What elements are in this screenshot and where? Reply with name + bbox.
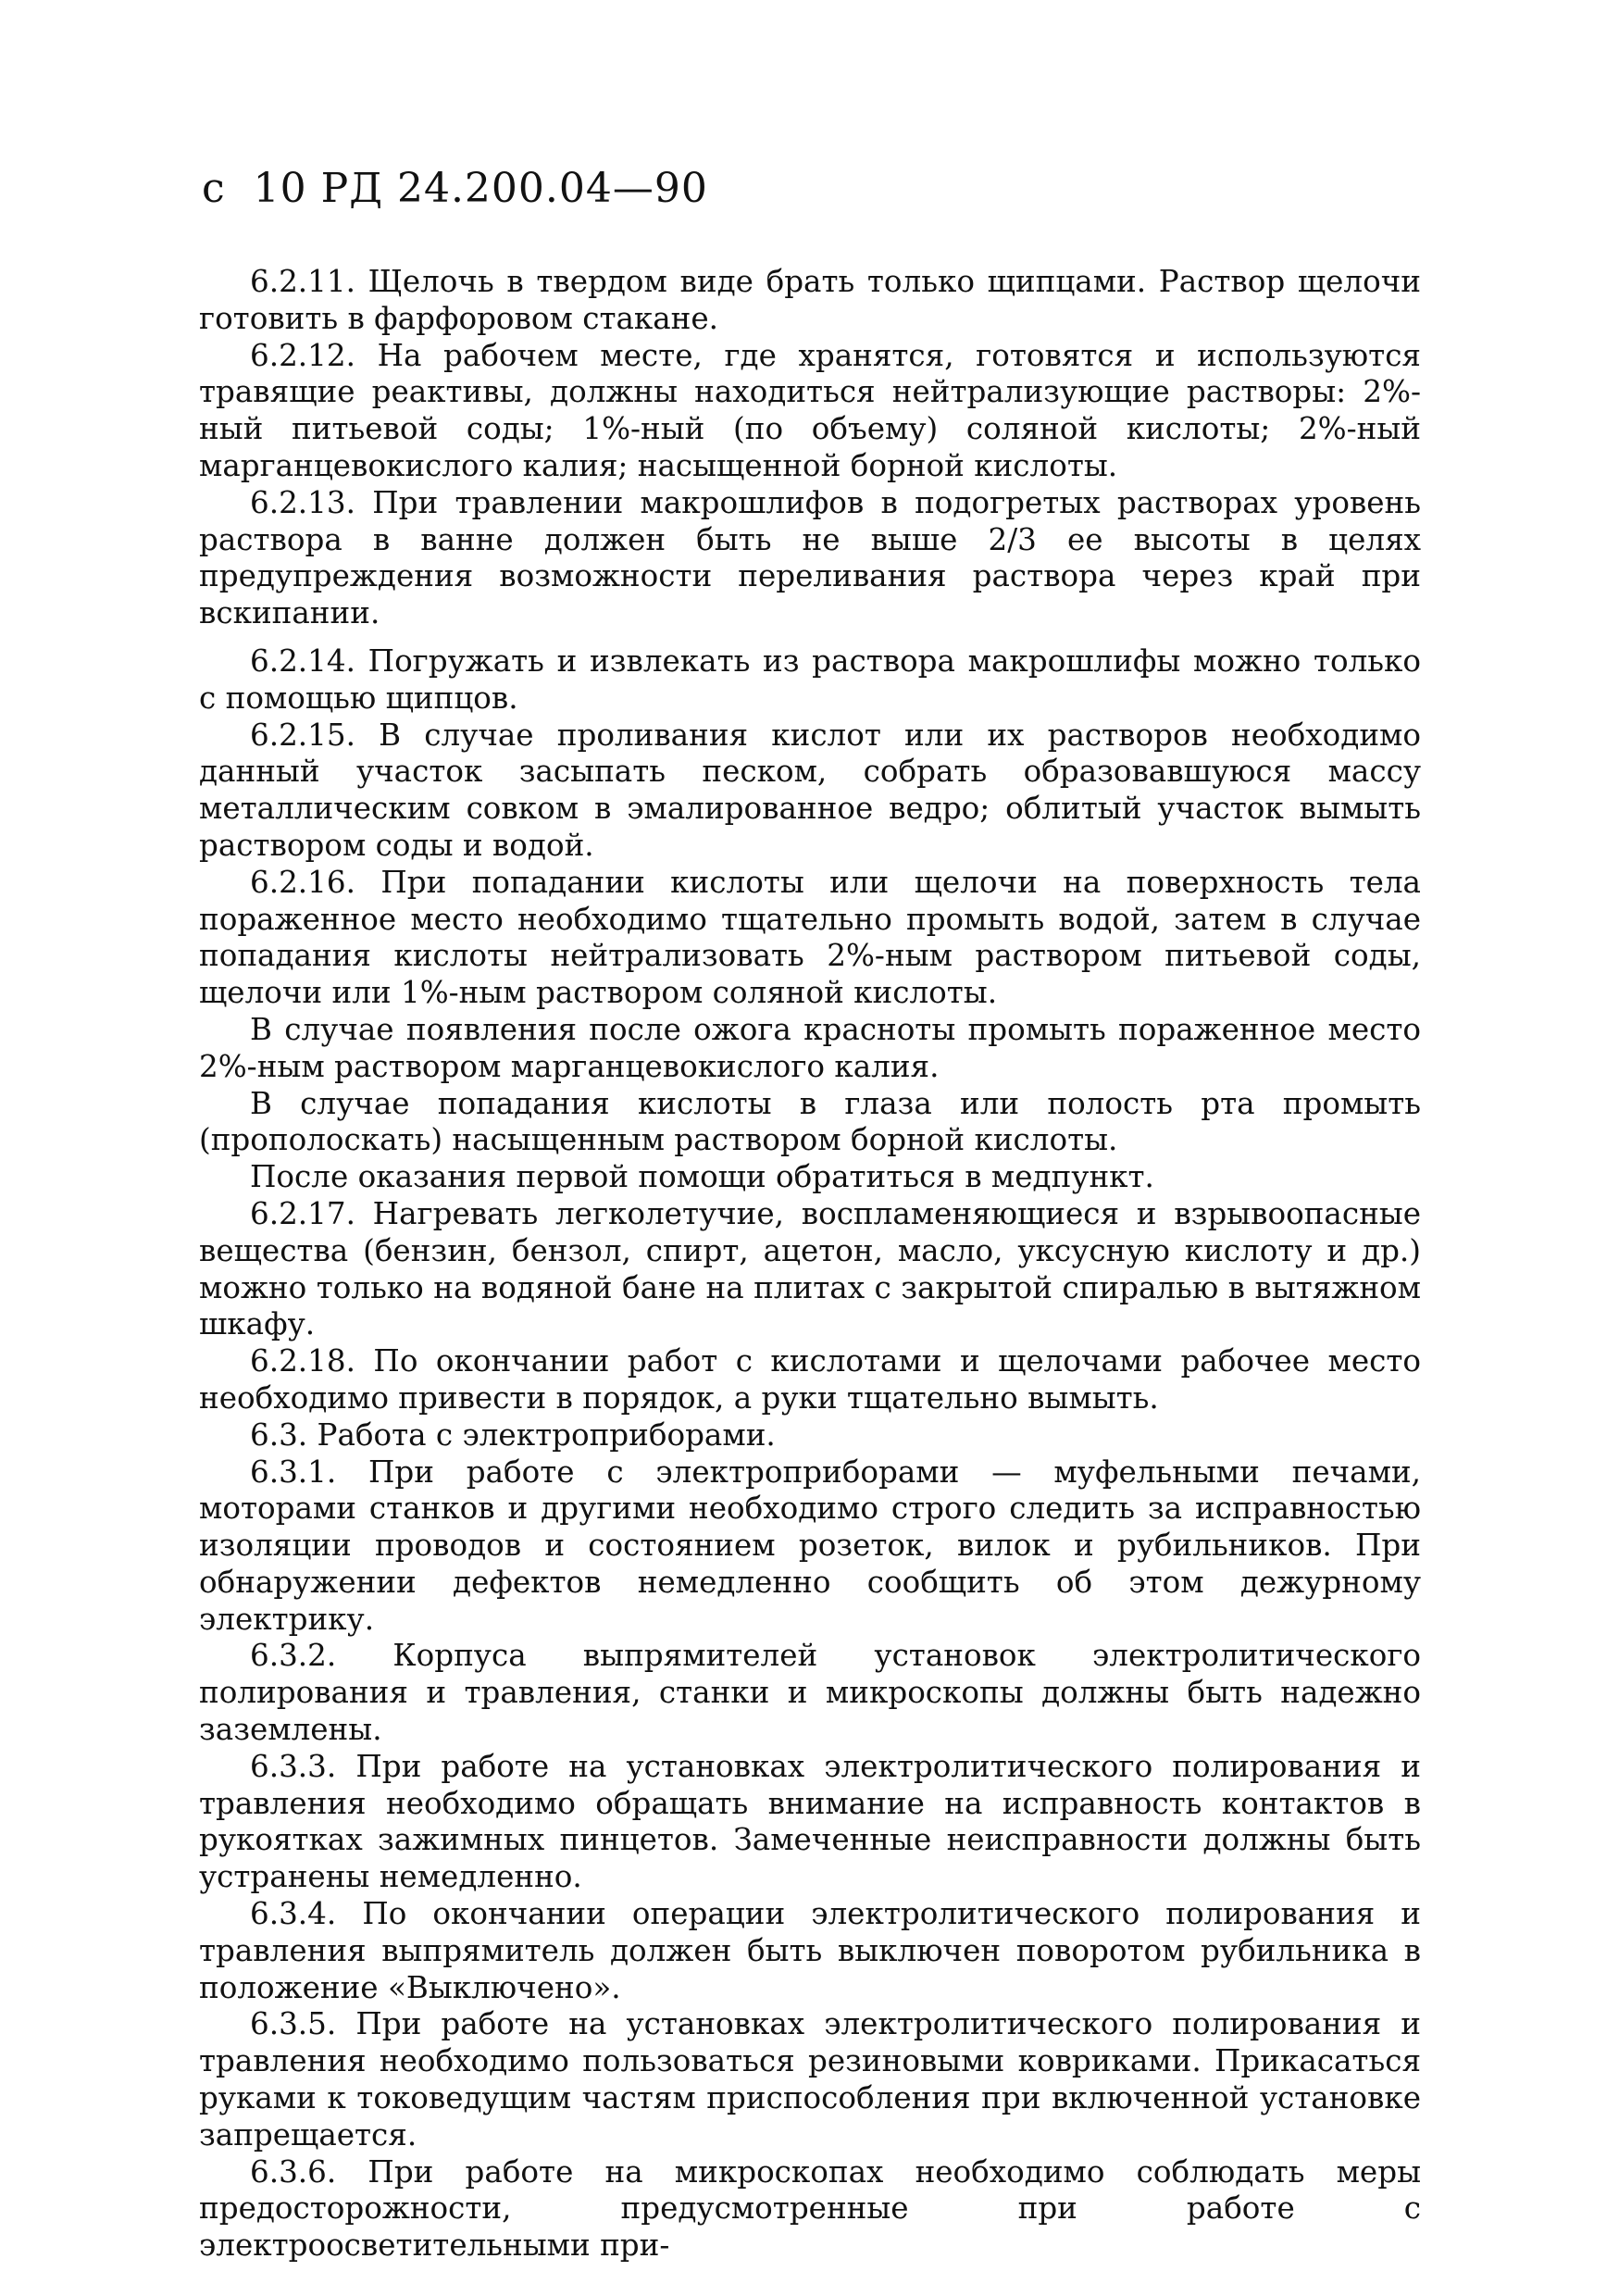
paragraph-6-3-5: 6.3.5. При работе на установках электролитического полирования и травления необходимо пользоваться резиновыми ковриками. Прикасаться руками к токоведущим частям приспособления при включенной установке запрещается. — [199, 2006, 1421, 2152]
paragraph-6-3-3: 6.3.3. При работе на установках электролитического полирования и травления необходимо обращать внимание на исправность контактов в рукоятках зажимных пинцетов. Замеченные неисправности должны быть устранены немедленно. — [199, 1748, 1421, 1895]
paragraph-6-2-18: 6.2.18. По окончании работ с кислотами и щелочами рабочее место необходимо привести в порядок, а руки тщательно вымыть. — [199, 1343, 1421, 1416]
document-body — [199, 264, 1421, 2265]
paragraph-6-2-11: 6.2.11. Щелочь в твердом виде брать только щипцами. Раствор щелочи готовить в фарфоровом стакане. — [199, 264, 1421, 336]
paragraph-6-2-16-eyes: В случае попадания кислоты в глаза или полость рта промыть (прополоскать) насыщенным раствором борной кислоты. — [199, 1085, 1421, 1158]
paragraph-6-2-13: 6.2.13. При травлении макрошлифов в подогретых растворах уровень раствора в ванне должен быть не выше 2/3 ее высоты в целях предупреждения возможности переливания раствора через край при вскипании. — [199, 484, 1421, 631]
paragraph-6-3-2: 6.3.2. Корпуса выпрямителей установок электролитического полирования и травления, станки и микроскопы должны быть надежно заземлены. — [199, 1638, 1421, 1748]
paragraph-6-2-16-medical: После оказания первой помощи обратиться в медпункт. — [250, 1159, 1154, 1195]
paragraph-6-2-12: 6.2.12. На рабочем месте, где хранятся, готовятся и используются травящие реактивы, должны находиться нейтрализующие растворы: 2%-ный питьевой соды; 1%-ный (по объему) соляной кислоты; 2%-ный марганцевокислого калия; насыщенной борной кислоты. — [199, 337, 1421, 483]
paragraph-6-3-4: 6.3.4. По окончании операции электролитического полирования и травления выпрямитель должен быть выключен поворотом рубильника в положение «Выключено». — [199, 1896, 1421, 2005]
paragraph-6-2-14: 6.2.14. Погружать и извлекать из раствора макрошлифы можно только с помощью щипцов. — [199, 643, 1421, 716]
paragraph-6-3-6: 6.3.6. При работе на микроскопах необходимо соблюдать меры предосторожности, предусмотренные при работе с электроосветительными при- — [199, 2153, 1421, 2264]
paragraph-6-3: 6.3. Работа с электроприборами. — [250, 1416, 776, 1453]
paragraph-6-2-15: 6.2.15. В случае проливания кислот или их растворов необходимо данный участок засыпать песком, собрать образовавшуюся массу металлическим совком в эмалированное ведро; облитый участок вымыть раствором соды и водой. — [199, 717, 1421, 863]
paragraph-6-3-1: 6.3.1. При работе с электроприборами — муфельными печами, моторами станков и другими необходимо строго следить за исправностью изоляции проводов и состоянием розеток, вилок и рубильников. При обнаружении дефектов немедленно сообщить об этом дежурному электрику. — [199, 1454, 1421, 1637]
paragraph-6-2-16: 6.2.16. При попадании кислоты или щелочи на поверхность тела пораженное место необходимо тщательно промыть водой, затем в случае попадания кислоты нейтрализовать 2%-ным раствором питьевой соды, щелочи или 1%-ным раствором соляной кислоты. — [199, 864, 1421, 1011]
paragraph-6-2-16-burn: В случае появления после ожога красноты промыть пораженное место 2%-ным раствором марганцевокислого калия. — [199, 1011, 1421, 1084]
page-running-head: с 10 РД 24.200.04—90 — [202, 165, 708, 212]
paragraph-6-2-17: 6.2.17. Нагревать легколетучие, воспламеняющиеся и взрывоопасные вещества (бензин, бензол, спирт, ацетон, масло, уксусную кислоту и др.) можно только на водяной бане на плитах с закрытой спиралью в вытяжном шкафу. — [199, 1195, 1421, 1342]
